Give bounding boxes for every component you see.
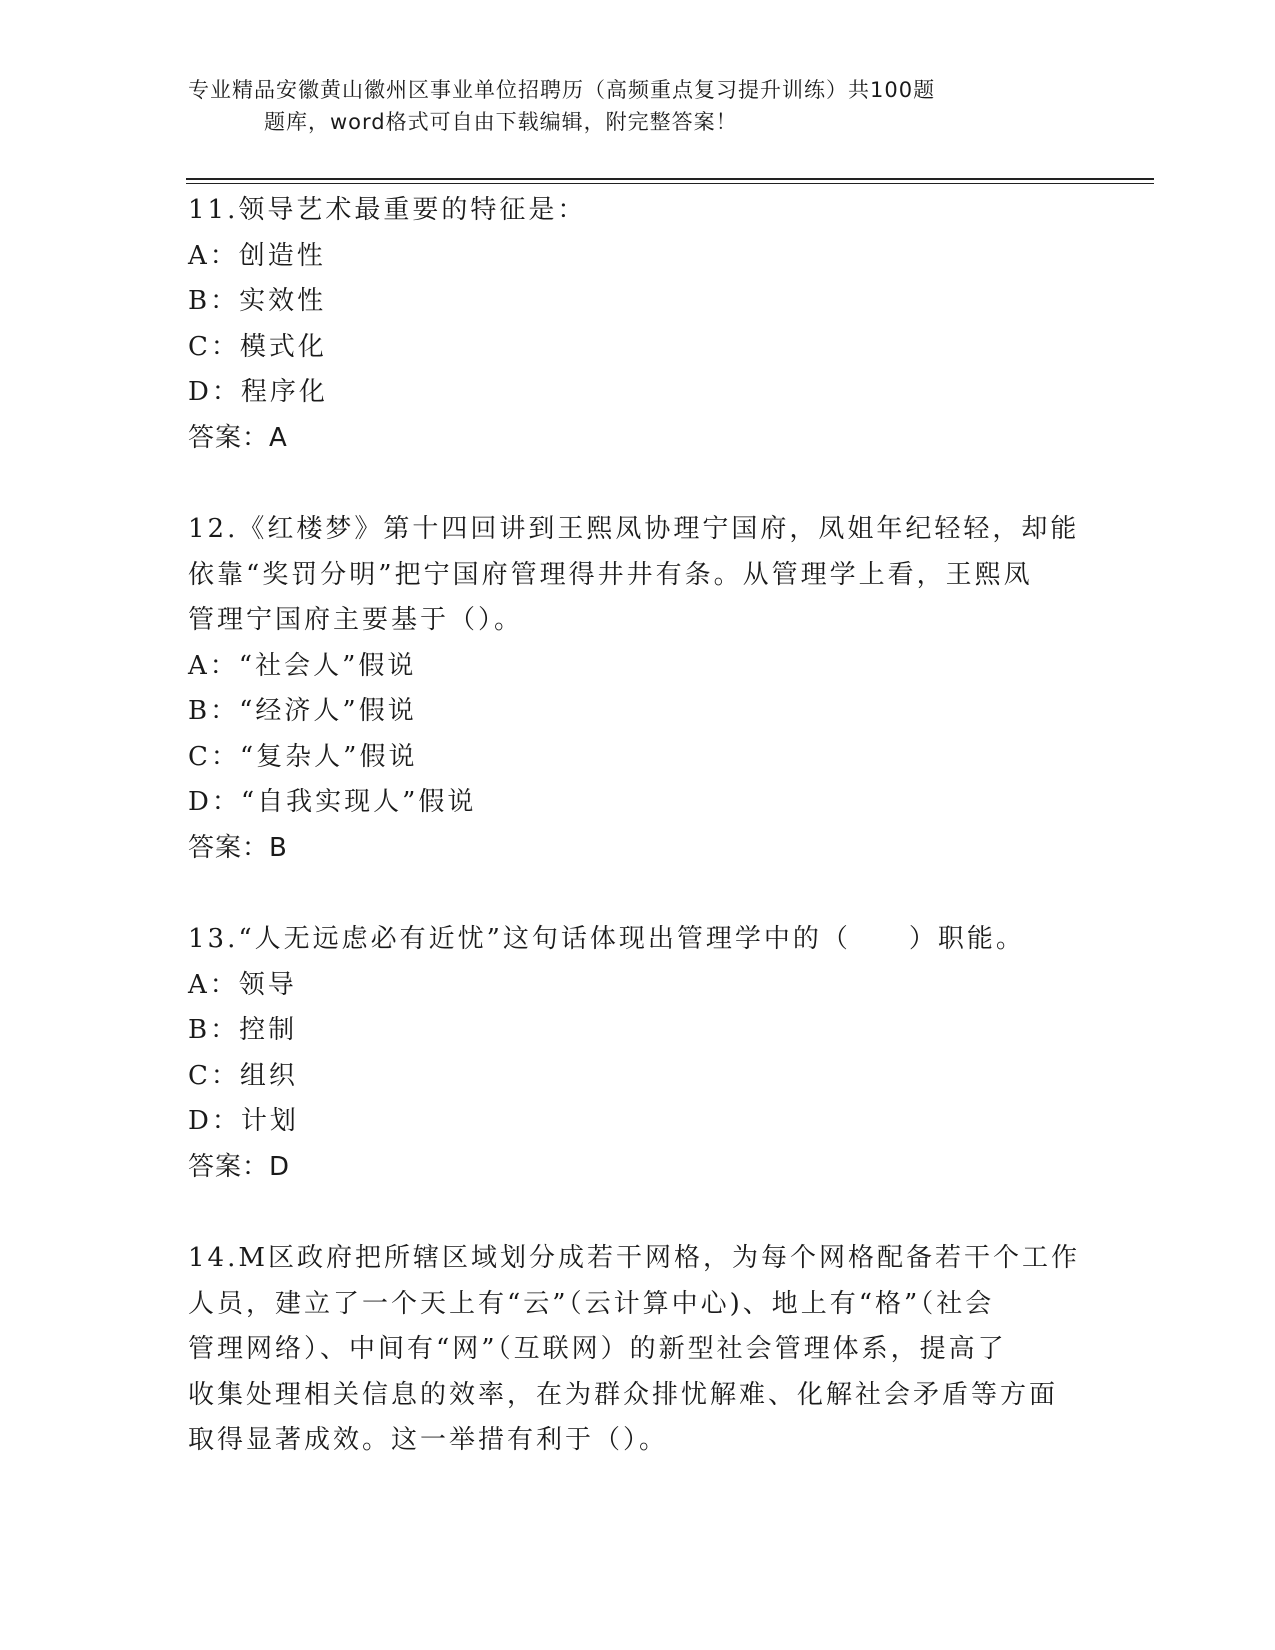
- question-stem-line: 人员，建立了一个天上有“云”（云计算中心)、地上有“格”（社会: [188, 1288, 995, 1319]
- header-line-1: 专业精品安徽黄山徽州区事业单位招聘历（高频重点复习提升训练）共100题: [188, 78, 936, 102]
- option-c: C：“复杂人”假说: [188, 741, 418, 772]
- question-stem-line: 管理宁国府主要基于（）。: [188, 605, 524, 635]
- question-12: [188, 507, 1088, 871]
- header-line-2: 题库，word格式可自由下载编辑，附完整答案！: [264, 110, 738, 134]
- option-c: C：组织: [188, 1060, 298, 1091]
- question-stem-line: 取得显著成效。这一举措有利于（）。: [188, 1425, 669, 1455]
- question-stem-line: 收集处理相关信息的效率，在为群众排忧解难、化解社会矛盾等方面: [188, 1379, 1059, 1410]
- question-stem-line: 14.M区政府把所辖区域划分成若干网格，为每个网格配备若干个工作: [188, 1243, 1080, 1273]
- option-c: C：模式化: [188, 331, 327, 362]
- option-a: A：“社会人”假说: [188, 650, 417, 681]
- question-stem: [188, 507, 1088, 644]
- option-a: A：领导: [188, 969, 297, 1000]
- question-14: [188, 1236, 1088, 1464]
- question-stem-line: 管理网络）、中间有“网”（互联网）的新型社会管理体系，提高了: [188, 1334, 1007, 1364]
- header-divider-thick: [186, 178, 1154, 180]
- answer: 答案：A: [188, 422, 288, 453]
- question-list: [188, 188, 1088, 1510]
- option-b: B：“经济人”假说: [188, 696, 417, 726]
- option-d: D：程序化: [188, 377, 328, 407]
- header-divider-thin: [186, 183, 1154, 184]
- question-stem-line: 11.领导艺术最重要的特征是：: [188, 195, 587, 225]
- option-d: D：“自我实现人”假说: [188, 787, 477, 817]
- question-stem: [188, 917, 1088, 963]
- option-b: B：实效性: [188, 286, 327, 316]
- question-stem: [188, 188, 1088, 234]
- question-stem-line: 依靠“奖罚分明”把宁国府管理得井井有条。从管理学上看，王熙凤: [188, 559, 1033, 590]
- question-stem-line: 13.“人无远虑必有近忧”这句话体现出管理学中的（ ）职能。: [188, 924, 1025, 954]
- option-b: B：控制: [188, 1015, 298, 1045]
- question-13: [188, 917, 1088, 1190]
- option-d: D：计划: [188, 1106, 299, 1136]
- question-11: [188, 188, 1088, 461]
- answer: 答案：B: [188, 832, 288, 863]
- document-header: [188, 74, 1088, 138]
- answer: 答案：D: [188, 1151, 291, 1182]
- question-stem-line: 12.《红楼梦》第十四回讲到王熙凤协理宁国府，凤姐年纪轻轻，却能: [188, 514, 1080, 544]
- option-a: A：创造性: [188, 240, 326, 271]
- question-stem: [188, 1236, 1088, 1464]
